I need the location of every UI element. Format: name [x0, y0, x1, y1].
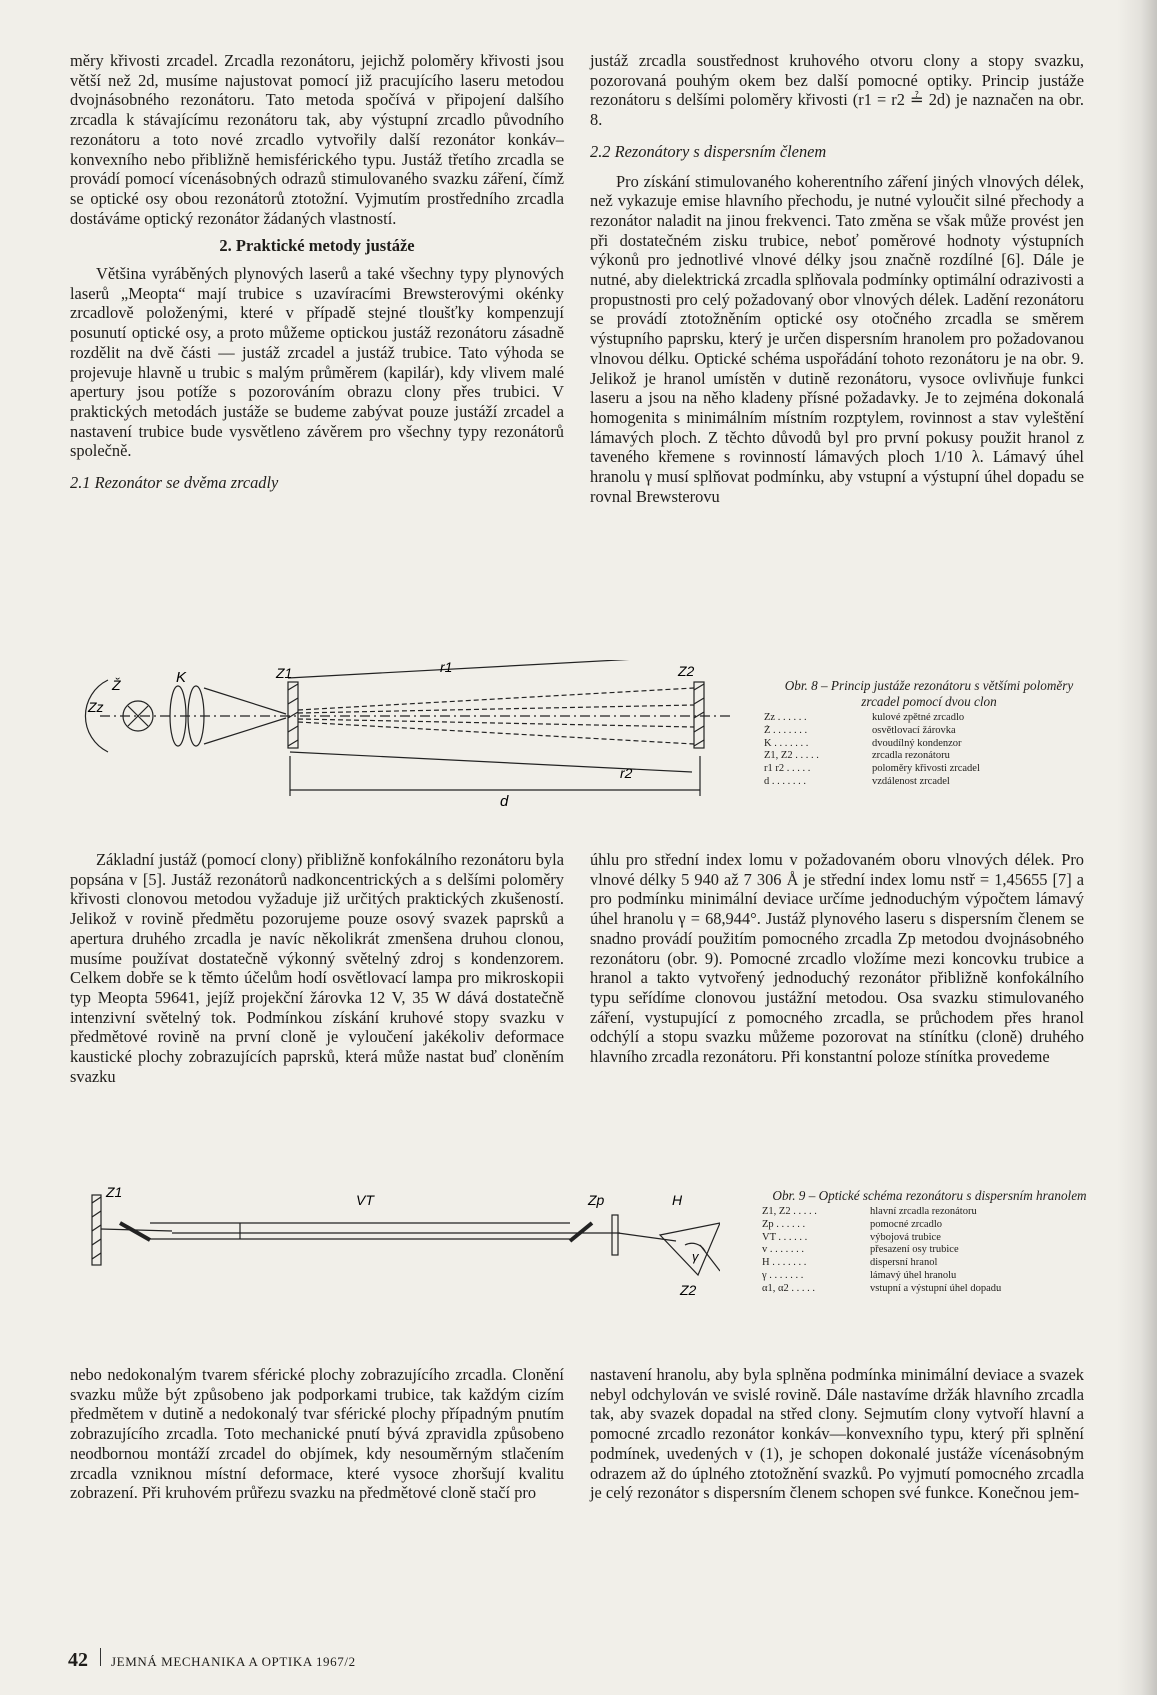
legend-row: v . . . . . . . přesazení osy trubice — [762, 1244, 959, 1256]
middle-left-column — [70, 850, 564, 1086]
figure-8-caption: Obr. 8 – Princip justáže rezonátoru s většími poloměry zrcadel pomocí dvou clon — [784, 678, 1074, 709]
paragraph: nebo nedokonalým tvarem sférické plochy zobrazujícího zrcadla. Clonění svazku může být způsobeno jak podporkami trubice, tak každým cizím předmětem v dutině a nedokonalý tvar sférické plochy případným pnutím zobrazujícího zrcadla. Toto mechanické pnutí bývá zpravidla způsobeno neodbornou montáží zrcadel do objímek, kdy nesouměrným stlačením zrcadla vzniknou místní deformace, které vysoce zhoršují kvalitu zobrazení. Při kruhovém průřezu svazku na předmětové cloně stačí pro — [70, 1365, 564, 1503]
figure-9-caption-block — [762, 1188, 1097, 1296]
fig9-label-gamma: γ — [692, 1249, 699, 1264]
bottom-right-column — [590, 1365, 1084, 1503]
paragraph: justáž zrcadla soustřednost kruhového otvoru clony a stopy svazku, pozorovaná pouhým okem bez další pomocné optiky. Princip justáže rezonátoru s delšími poloměry křivosti (r1 = r2 ≟ 2d) je naznačen na obr. 8. — [590, 51, 1084, 130]
legend-row: H . . . . . . . dispersní hranol — [762, 1257, 938, 1269]
paragraph: měry křivosti zrcadel. Zrcadla rezonátoru, jejichž poloměry křivosti jsou větší než 2d, musíme najustovat pomocí již pracujícího laseru metodou dvojnásobného rezonátoru. Tato metoda spočívá v připojení dalšího zrcadla k stávajícímu rezonátoru tak, aby výstupní zrcadlo původního rezonátoru a toto nové zrcadlo vytvořily další rezonátor konkáv–konvexního nebo přibližně hemisférického typu. Justáž třetího zrcadla se provádí pomocí vícenásobných odrazů stimulovaného svazku záření, čímž se optické osy obou rezonátorů ztotožní. Vyjmutím prostředního zrcadla dostáváme optický rezonátor žádaných vlastností. — [70, 51, 564, 228]
page-footer — [68, 1648, 356, 1672]
figure-8-legend — [764, 712, 1094, 789]
paragraph: úhlu pro střední index lomu v požadovaném oboru vlnových délek. Pro vlnové délky 5 940 až 7 306 Å je střední index lomu nstř = 1,45655 [7] a pro podmínku minimální deviace určíme jednoduchým výpočtem lámavý úhel hranolu γ = 68,944°. Justáž plynového laseru s dispersním členem se snadno provádí použitím pomocného zrcadla Zp metodou dvojnásobného rezonátoru (obr. 9). Pomocné zrcadlo vložíme mezi koncovku trubice a hranol a takto vytvořený jednoduchý rezonátor přibližně konfokálního typu seřídíme clonovou justážní metodou. Osa svazku stimulovaného záření, vystupující z pomocného zrcadla, se průchodem přes hranol odchýlí a stopu svazku můžeme pozorovat na stínítku (cloně) druhého hlavního zrcadla rezonátoru. Při konstantní poloze stínítka provedeme — [590, 850, 1084, 1067]
legend-row: Z1, Z2 . . . . . hlavní zrcadla rezonátoru — [762, 1206, 977, 1217]
paragraph: Základní justáž (pomocí clony) přibližně konfokálního rezonátoru byla popsána v [5]. Justáž rezonátorů nadkoncentrických a s delšími poloměry křivosti clonovou metodou vyžaduje již určitých praktických zkušeností. Jelikož v rovině předmětu pozorujeme pouze osový svazek paprsků a apertura druhého zrcadla je navíc několikrát zmenšena druhou clonou, musíme používat dostatečně výkonný světelný zdroj s kondenzorem. Celkem dobře se k těmto účelům hodí osvětlovací lampa pro mikroskopii typ Meopta 59641, jejíž projekční žárovka 12 V, 35 W dává dostatečně intenzivní světelný tok. Podmínkou získání kruhové stopy svazku v předmětové rovině na první cloně je vyloučení jakékoliv deformace kaustické plochy zobrazujících paprsků, která může nastat buď cloněním svazku — [70, 850, 564, 1086]
subsection-heading: 2.1 Rezonátor se dvěma zrcadly — [70, 473, 279, 493]
middle-right-column — [590, 850, 1084, 1067]
legend-row: Ž . . . . . . . osvětlovací žárovka — [764, 724, 956, 736]
subsection-heading: 2.2 Rezonátory s dispersním členem — [590, 141, 827, 161]
legend-row: VT . . . . . . výbojová trubice — [762, 1231, 941, 1243]
legend-row: α1, α2 . . . . . vstupní a výstupní úhel dopadu — [762, 1282, 1002, 1294]
fig8-label-z1: Z1 — [276, 665, 293, 681]
fig8-label-zz: Zz — [88, 699, 104, 715]
legend-row: γ . . . . . . . lámavý úhel hranolu — [762, 1269, 957, 1281]
fig9-label-z1: Z1 — [106, 1185, 123, 1200]
paragraph: Pro získání stimulovaného koherentního záření jiných vlnových délek, než vykazuje emise hlavního přechodu, je nutné vyloučit silné přechody a rezonátor naladit na jinou frekvenci. Tato změna se však může provést jen při dostatečném zisku trubice, neboť poměrové hodnoty výstupních výkonů pro jednotlivé vlnové délky jsou značně rozdílné [6]. Dále je nutné, aby dielektrická zrcadla splňovala podmínky optimální odrazivosti a propustnosti pro celý požadovaný obor vlnových délek. Ladění rezonátoru se provádí ztotožněním optické osy otočného zrcadla se směrem výstupního paprsku, který je určen dispersním hranolem pro požadovanou vlnovou délku. Optické schéma uspořádání tohoto rezonátoru je na obr. 9. Jelikož je hranol umístěn v dutině rezonátoru, vysoce ovlivňuje funkci laseru a jsou na něho kladeny přísné požadavky. Je to zejména dokonalá homogenita s minimálním místním rozptylem, rovinnost a stav vyleštění lámavých ploch. Z těchto důvodů byl pro první pokusy použit hranol z taveného křemene s rovinností lámavých ploch 1/10 λ. Lámavý úhel hranolu γ musí splňovat podmínku, aby vstupní a výstupní úhel dopadu se rovnal Brewsterovu — [590, 171, 1084, 506]
mirror-zp-shape — [612, 1215, 618, 1255]
fig8-label-r2: r2 — [620, 765, 633, 781]
fig8-label-lamp: Ž — [112, 677, 121, 693]
section-heading: 2. Praktické metody justáže — [219, 236, 415, 256]
figure-8-diagram — [80, 660, 740, 810]
legend-row: Z1, Z2 . . . . . zrcadla rezonátoru — [764, 750, 950, 762]
fig9-label-z2: Z2 — [680, 1282, 697, 1298]
legend-row: Zp . . . . . . pomocné zrcadlo — [762, 1218, 943, 1230]
legend-row: Zz . . . . . . kulové zpětné zrcadlo — [764, 712, 965, 723]
top-right-column — [590, 51, 1084, 506]
fig8-label-k: K — [176, 669, 187, 686]
fig9-label-zp: Zp — [588, 1192, 605, 1208]
fig9-label-h: H — [672, 1192, 683, 1208]
figure-9-caption: Obr. 9 – Optické schéma rezonátoru s dispersním hranolem — [772, 1188, 1087, 1203]
paragraph: nastavení hranolu, aby byla splněna podmínka minimální deviace a svazek nebyl odchylován ve svislé rovině. Dále nastavíme držák hlavního zrcadla tak, aby svazek dopadal na střed clony. Sejmutím clony vytvoří hlavní a pomocné zrcadlo rezonátor konkáv—konvexního typu, který při splnění podmínek, uvedených v (1), je schopen dokonalé justáže vícenásobným odrazem až do úplného ztotožnění svazků. Po vyjmutí pomocného zrcadla je celý rezonátor s dispersním členem schopen své funkce. Konečnou jem- — [590, 1365, 1084, 1503]
prism-shape — [660, 1223, 720, 1275]
figure-9-legend — [762, 1206, 1097, 1296]
legend-row: d . . . . . . . vzdálenost zrcadel — [764, 775, 950, 787]
legend-row: r1 r2 . . . . . poloměry křivosti zrcadel — [764, 763, 980, 775]
page-edge-shadow — [1117, 0, 1157, 1695]
top-left-column — [70, 51, 564, 503]
footer-divider — [100, 1648, 101, 1666]
bottom-left-column — [70, 1365, 564, 1503]
legend-row: K . . . . . . . dvoudílný kondenzor — [764, 737, 962, 749]
page-number: 42 — [68, 1649, 88, 1671]
journal-name: JEMNÁ MECHANIKA A OPTIKA 1967/2 — [111, 1654, 356, 1669]
fig9-label-vt: VT — [356, 1192, 374, 1208]
figure-9-diagram — [80, 1185, 720, 1305]
figure-8-caption-block — [764, 678, 1094, 789]
paragraph: Většina vyráběných plynových laserů a také všechny typy plynových laserů „Meopta“ mají trubice s uzavíracími Brewsterovými okénky zrcadlově položenými, které v případě stejné tloušťky kompenzují posunutí optické osy, a proto můžeme optickou justáž rezonátoru zásadně rozdělit na dvě části — justáž zrcadel a justáž trubice. Tato výhoda se projevuje hlavně u trubic s malým průměrem (kapilár), kdy vlivem malé apertury jsou potíže s pozorováním obrazu clony přes trubici. V praktických metodách justáže se budeme zabývat pouze justáží zrcadel a nastavení trubice bude vysvětleno závěrem pro všechny typy rezonátorů společně. — [70, 264, 564, 461]
fig8-label-d: d — [500, 793, 509, 810]
fig8-label-r1: r1 — [440, 660, 453, 675]
fig8-label-z2: Z2 — [678, 663, 695, 679]
